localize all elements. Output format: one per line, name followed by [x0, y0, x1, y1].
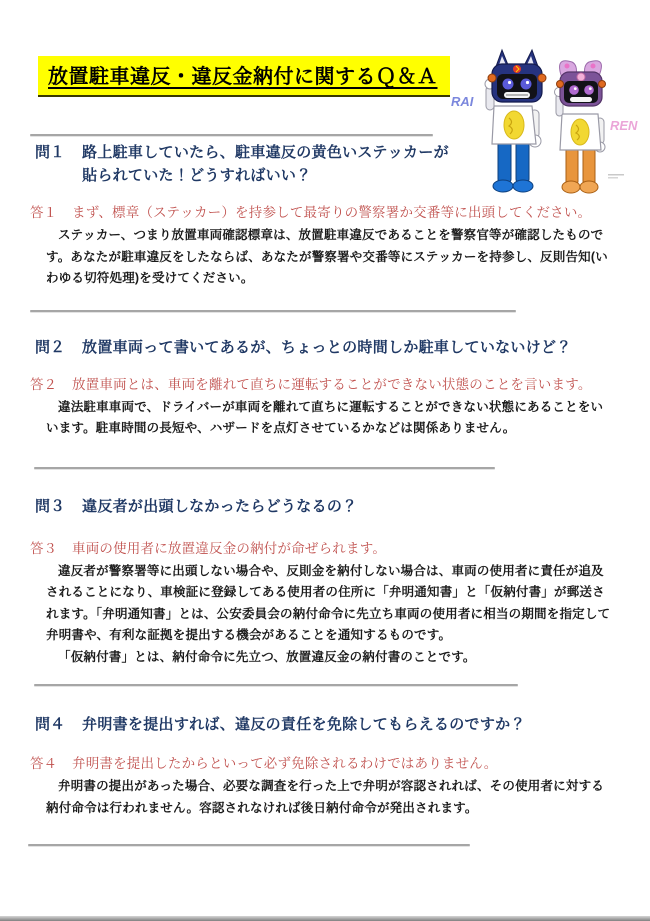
- question-3: [35, 495, 650, 518]
- mascot-rai-label: RAI: [451, 94, 474, 109]
- question-3-text: 違反者が出頭しなかったらどうなるの？: [82, 497, 358, 515]
- answer-3-lead-text: 車両の使用者に放置違反金の納付が命ぜられます。: [72, 540, 387, 556]
- question-1-line-1: 路上駐車していたら、駐車違反の黄色いステッカーが: [82, 144, 449, 161]
- answer-2-paragraph: 違法駐車車両で、ドライバーが車両を離れて直ちに運転することができない状態にあることをいいます。駐車時間の長短や、ハザードを点灯させているかなどは関係ありません。: [46, 399, 604, 435]
- section-divider-3: [34, 467, 495, 469]
- question-4-text: 弁明書を提出すれば、違反の責任を免除してもらえるのですか？: [82, 716, 526, 733]
- answer-4-lead: [30, 755, 650, 773]
- question-1-text: [82, 141, 449, 187]
- fine-print-mark-2: [608, 177, 618, 179]
- answer-4-body: [46, 776, 614, 819]
- section-divider-4: [34, 684, 518, 686]
- answer-2-body: [46, 397, 614, 440]
- page-bottom-edge: [0, 916, 650, 921]
- answer-3-paragraph-2: 「仮納付書」とは、納付命令に先立つ、放置違反金の納付書のことです。: [58, 649, 476, 664]
- answer-4-paragraph: 弁明書の提出があった場合、必要な調査を行った上で弁明が容認されれば、その使用者に対する納付命令は行われません。容認されなければ後日納付命令が発出されます。: [46, 779, 604, 815]
- question-2-text: 放置車両って書いてあるが、ちょっとの時間しか駐車していないけど？: [82, 338, 572, 356]
- answer-3-paragraph-1: 違反者が警察署等に出頭しない場合や、反則金を納付しない場合は、車両の使用者に責任が追及されることになり、車検証に登録してある使用者の住所に「弁明通知書」と「仮納付書」が郵送されます。「弁明通知書」とは、公安委員会の納付命令に先立ち車両の使用者に相当の期間を指定して弁明書や、有利な証拠を提出する機会があることを通知するものです。: [46, 563, 611, 642]
- answer-3-label: 答３: [30, 540, 57, 556]
- answer-4-label: 答４: [30, 756, 57, 771]
- answer-4-lead-text: 弁明書を提出したからといって必ず免除されるわけではありません。: [72, 756, 498, 771]
- answer-3-lead: [30, 540, 650, 558]
- section-divider-1: [30, 134, 433, 136]
- answer-2-label: 答２: [30, 376, 57, 392]
- answer-1-paragraph: ステッカー、つまり放置車両確認標章は、放置駐車違反であることを警察官等が確認したものです。あなたが駐車違反をしたならば、あなたが警察署や交番等にステッカーを持参し、反則告知(いわゆる切符処理)を受けてください。: [46, 228, 608, 285]
- answer-2-lead: [30, 376, 650, 394]
- answer-2-lead-text: 放置車両とは、車両を離れて直ちに運転することができない状態のことを言います。: [72, 376, 592, 392]
- question-1-line-2: 貼られていた！どうすればいい？: [82, 167, 312, 184]
- fine-print-mark: [608, 174, 624, 176]
- mascot-illustration: [450, 48, 646, 198]
- question-4-label: 問４: [35, 716, 66, 733]
- answer-1-label: 答１: [30, 205, 57, 220]
- question-1-label: 問１: [35, 144, 66, 161]
- question-2-label: 問２: [35, 338, 66, 356]
- mascot-ren-label: REN: [610, 118, 638, 133]
- title-highlight: [38, 56, 450, 97]
- question-3-label: 問３: [35, 497, 66, 515]
- answer-1-body: [46, 225, 614, 290]
- answer-3-body: [46, 561, 614, 669]
- question-2: [35, 336, 650, 359]
- section-divider-5: [28, 844, 470, 846]
- mascot-rai-figure: [485, 50, 546, 192]
- page-title: 放置駐車違反・違反金納付に関するＱ＆Ａ: [48, 66, 438, 88]
- mascots-svg: [450, 48, 646, 198]
- section-divider-2: [30, 310, 516, 312]
- answer-1-lead-text: まず、標章（ステッカー）を持参して最寄りの警察署か交番等に出頭してください。: [72, 205, 592, 220]
- answer-1-lead: [30, 204, 650, 222]
- question-4: [35, 713, 650, 736]
